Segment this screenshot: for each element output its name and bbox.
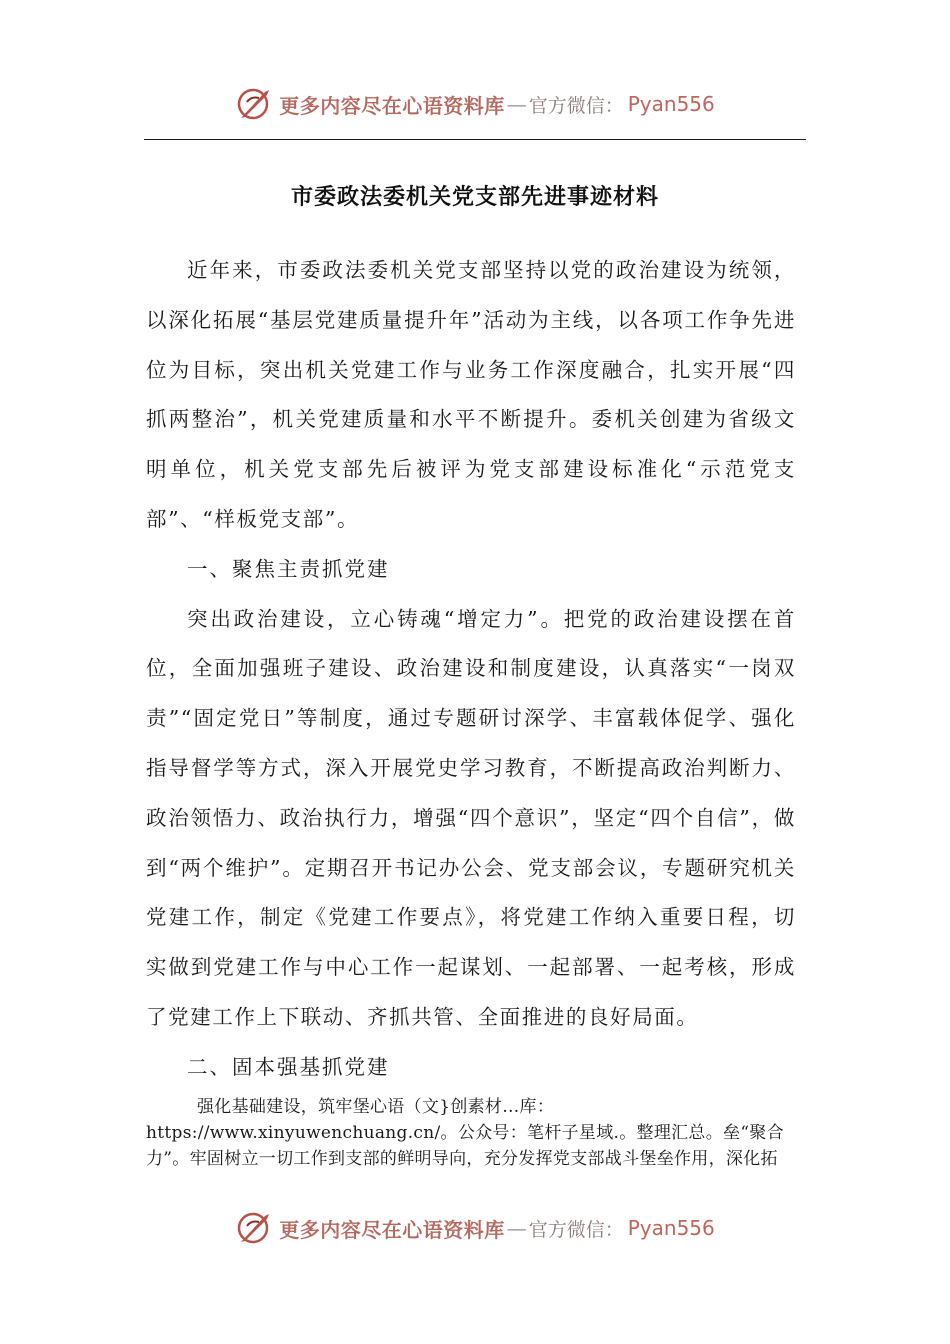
banner-wechat-label: 官方微信： — [528, 1218, 624, 1241]
header-divider — [144, 139, 806, 140]
section-heading-2: 二、固本强基抓党建 — [187, 1054, 390, 1079]
quill-logo-icon — [235, 1208, 275, 1248]
banner-main-text: 更多内容尽在心语资料库 — [279, 93, 505, 118]
paragraph-section-1: 突出政治建设，立心铸魂“增定力”。把党的政治建设摆在首位，全面加强班子建设、政治建设和制度建设，认真落实“一岗双责”“固定党日”等制度，通过专题研讨深学、丰富载体促学、强化指导督学等方式，深入开展党史学习教育，不断提高政治判断力、政治领悟力、政治执行力，增强“四个意识”，坚定“四个自信”，做到“两个维护”。定期召开书记办公会、党支部会议，专题研究机关党建工作，制定《党建工作要点》，将党建工作纳入重要日程，切实做到党建工作与中心工作一起谋划、一起部署、一起考核，形成了党建工作上下联动、齐抓共管、全面推进的良好局面。 — [146, 606, 796, 1029]
footer-watermark-banner — [0, 1206, 950, 1250]
paragraph-intro: 近年来，市委政法委机关党支部坚持以党的政治建设为统领，以深化拓展“基层党建质量提升年”活动为主线，以各项工作争先进位为目标，突出机关党建工作与业务工作深度融合，扎实开展“四抓两整治”，机关党建质量和水平不断提升。委机关创建为省级文明单位，机关党支部先后被评为党支部建设标准化“示范党支部”、“样板党支部”。 — [146, 258, 796, 531]
banner-wechat-id: Pyan556 — [627, 1216, 715, 1240]
quill-logo-icon — [235, 84, 275, 124]
banner-dash: — — [506, 1216, 527, 1240]
header-watermark-banner — [0, 82, 950, 126]
banner-main-text: 更多内容尽在心语资料库 — [279, 1217, 505, 1242]
paragraph-section-2: 强化基础建设，筑牢堡心语（文}创素材…库：https://www.xinyuwenchuang.cn/。公众号：笔杆子星域.。整理汇总。垒“聚合力”。牢固树立一切工作到支部的鲜明导向，充分发挥党支部战斗堡垒作用，深化拓 — [146, 1097, 784, 1169]
banner-dash: — — [506, 92, 527, 116]
watermarked-paragraph — [146, 1094, 806, 1172]
banner-wechat-id: Pyan556 — [627, 92, 715, 116]
document-title: 市委政法委机关党支部先进事迹材料 — [290, 185, 659, 210]
section-heading-1: 一、聚焦主责抓党建 — [187, 556, 390, 581]
document-body — [146, 246, 796, 1093]
banner-wechat-label: 官方微信： — [528, 94, 624, 117]
